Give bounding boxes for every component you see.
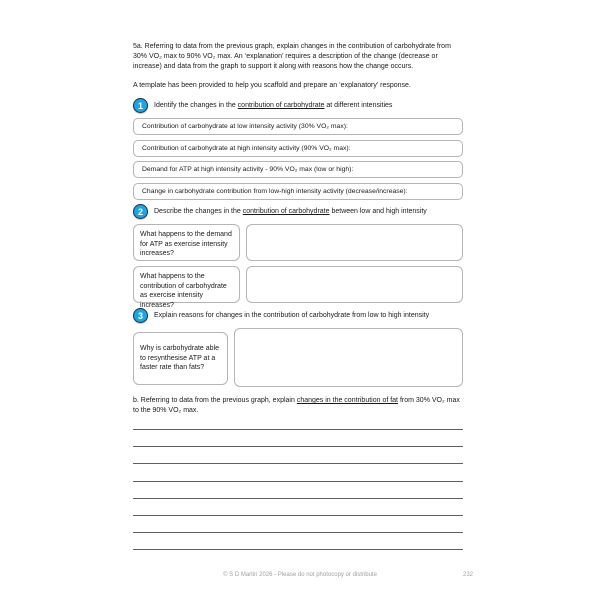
answer-lines-area	[133, 429, 463, 567]
field-carb-high-intensity[interactable]	[133, 140, 463, 157]
step1-title-post: at different intensities	[324, 102, 393, 109]
content-column	[133, 42, 463, 567]
field-atp-demand[interactable]	[133, 161, 463, 178]
field-carb-low-intensity[interactable]	[133, 118, 463, 135]
answer-line[interactable]	[133, 515, 463, 532]
step1-number-badge: 1	[133, 98, 148, 113]
question-5b-underlined: changes in the contribution of fat	[296, 397, 399, 404]
question-5b-pre: b. Referring to data from the previous graph, explain	[133, 397, 297, 404]
step2-title-pre: Describe the changes in the	[154, 208, 243, 215]
answer-line[interactable]	[133, 532, 463, 549]
step2-row-atp-demand	[133, 224, 463, 261]
template-note: A template has been provided to help you scaffold and prepare an ‘explanatory’ response.	[133, 82, 411, 89]
question-5b-post: from 30% VO₂ max to the 90% VO₂ max.	[133, 397, 460, 414]
step2-number-badge: 2	[133, 204, 148, 219]
step2-title-underlined: contribution of carbohydrate	[242, 208, 330, 215]
step1-header	[133, 98, 463, 113]
answer-line[interactable]	[133, 429, 463, 446]
page-footer	[0, 572, 600, 584]
field-carb-change[interactable]	[133, 183, 463, 200]
answer-line[interactable]	[133, 446, 463, 463]
page-number: 232	[462, 572, 473, 578]
answer-box-carb-resynthesis[interactable]	[234, 328, 463, 387]
step3-row-resynthesis	[133, 328, 463, 387]
step3-number-badge: 3	[133, 308, 148, 323]
field-label: Demand for ATP at high intensity activity - 90% VO₂ max (low or high):	[142, 166, 354, 173]
step3-header	[133, 308, 463, 323]
step1-title-pre: Identify the changes in the	[154, 102, 238, 109]
field-label: Contribution of carbohydrate at low intensity activity (30% VO₂ max):	[142, 123, 348, 130]
field-label: Change in carbohydrate contribution from low-high intensity activity (decrease/increase):	[142, 187, 408, 195]
answer-line[interactable]	[133, 549, 463, 566]
prompt-carb-contribution: What happens to the contribution of carbohydrate as exercise intensity increases?	[133, 266, 240, 303]
step1-title-underlined: contribution of carbohydrate	[237, 102, 325, 109]
step2-row-carb-contribution	[133, 266, 463, 309]
step2-header	[133, 204, 463, 219]
answer-line[interactable]	[133, 498, 463, 515]
step1-title	[154, 101, 392, 110]
step2-title-post: between low and high intensity	[329, 208, 427, 215]
field-label: Contribution of carbohydrate at high intensity activity (90% VO₂ max):	[142, 144, 351, 152]
answer-line[interactable]	[133, 481, 463, 498]
answer-line[interactable]	[133, 463, 463, 480]
answer-box-atp-demand[interactable]	[246, 224, 463, 261]
copyright-text: © S D Martin 2026 - Please do not photocopy or distribute	[223, 572, 377, 578]
question-5b-text	[133, 396, 463, 416]
prompt-carb-resynthesis: Why is carbohydrate able to resynthesise ATP at a faster rate than fats?	[133, 332, 228, 385]
prompt-atp-demand: What happens to the demand for ATP as exercise intensity increases?	[133, 224, 240, 261]
answer-box-carb-contribution[interactable]	[246, 266, 463, 303]
step3-title: Explain reasons for changes in the contribution of carbohydrate from low to high intensity	[154, 312, 430, 319]
question-5a-text: 5a. Referring to data from the previous graph, explain changes in the contribution of carbohydrate from 30% VO₂ max to 90% VO₂ max. An ‘explanation’ requires a description of the change (decrease or increase) and data from the graph to support it along with reasons how the change occurs.	[133, 43, 451, 70]
step2-title	[154, 207, 427, 216]
